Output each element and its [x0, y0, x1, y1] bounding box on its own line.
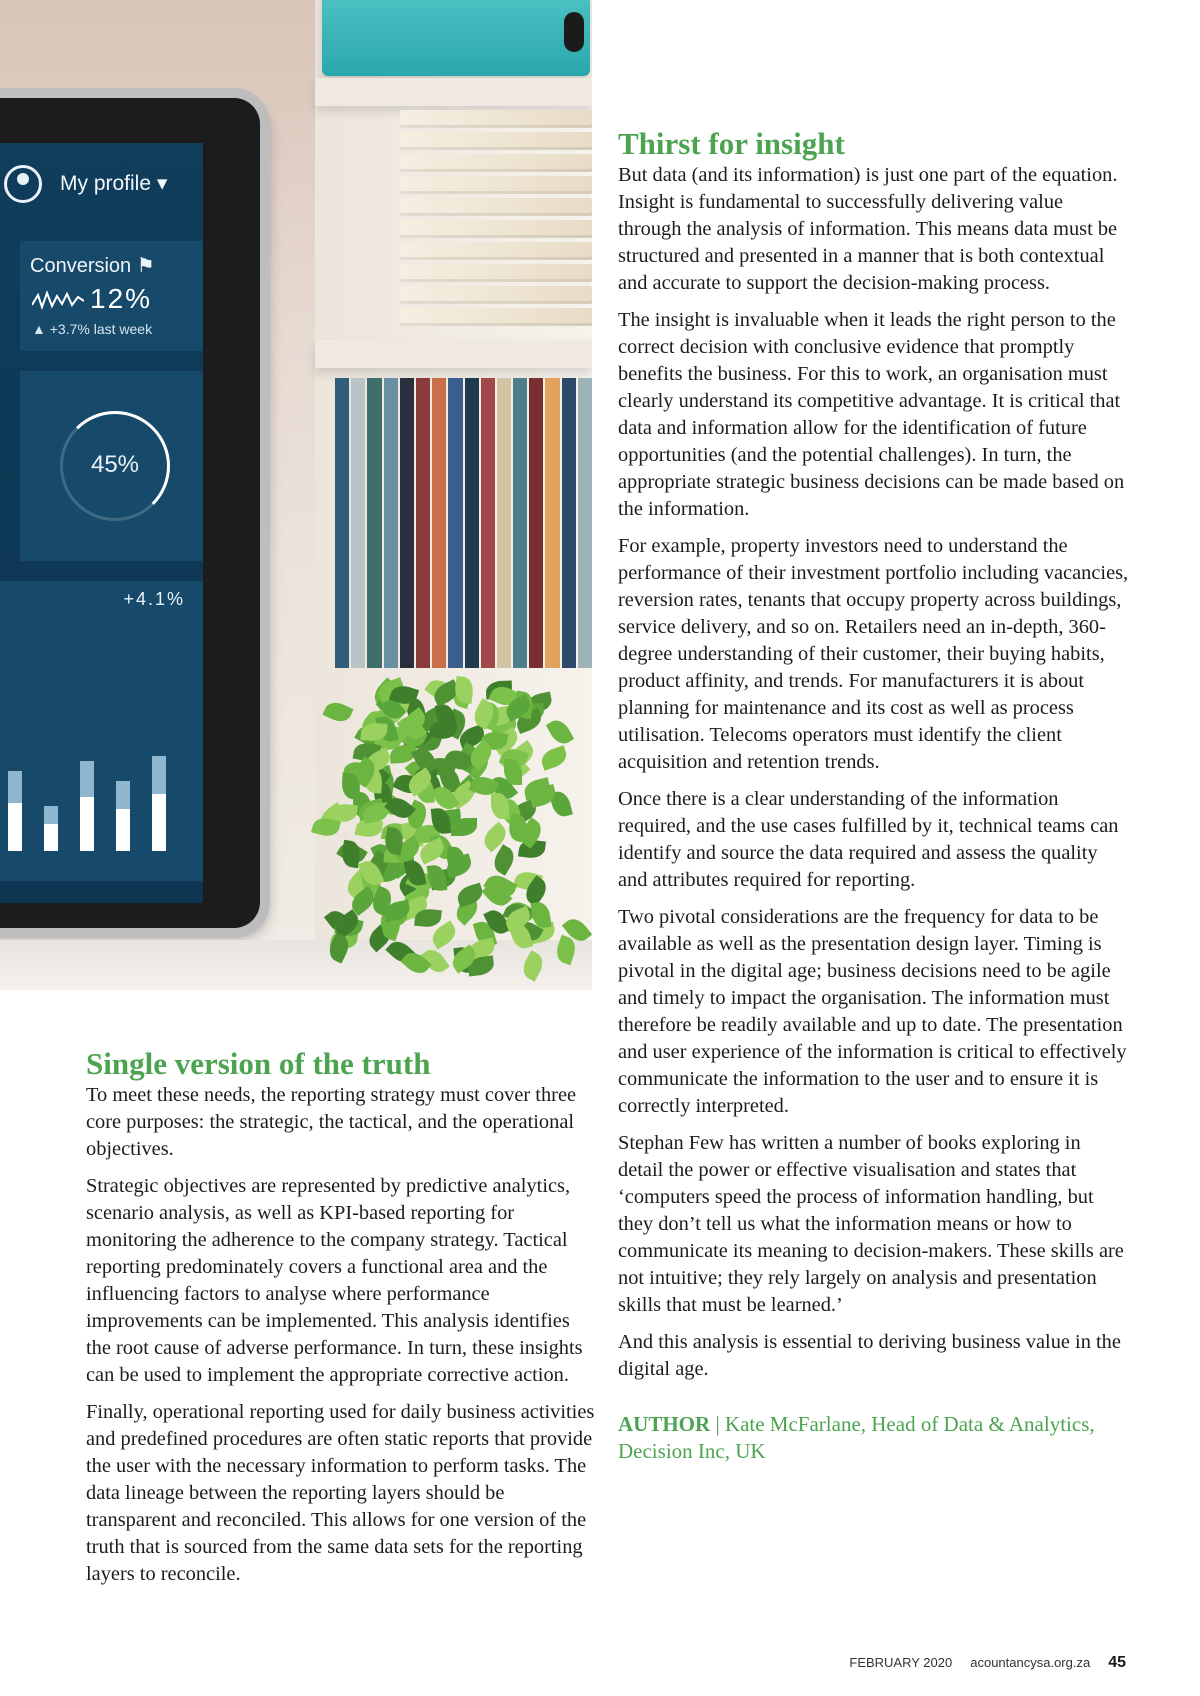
teal-box: [322, 0, 590, 76]
book: [367, 378, 381, 668]
book: [335, 378, 349, 668]
up-arrow-icon: ▲: [32, 321, 46, 337]
leaf: [451, 818, 477, 836]
author-text: Kate McFarlane, Head of Data & Analytics, Decision Inc, UK: [618, 1412, 1095, 1463]
section-heading-insight: Thirst for insight: [618, 126, 845, 161]
shelf-board-top: [315, 78, 592, 106]
book: [400, 378, 414, 668]
website: acountancysa.org.za: [970, 1655, 1091, 1670]
paragraph: Two pivotal considerations are the frequency for data to be available as well as the presentation design layer. Timing is pivotal in the digital age; business decisions need to be agile and timely to impact the organisation. The information must therefore be readily available and up to date. The presentation and user experience of the information is critical to effectively communicate the information to the user and to ensure it is correctly interpreted.: [618, 906, 1127, 1117]
flag-icon: ⚑: [136, 255, 155, 277]
paragraph: Once there is a clear understanding of the information required, and the use cases fulfilled by it, technical teams can identify and source the data required and assess the quality and attributes required for reporting.: [618, 788, 1119, 891]
book: [400, 198, 592, 216]
leaf: [519, 950, 547, 981]
paragraph: To meet these needs, the reporting strategy must cover three core purposes: the strategic, the tactical, and the operational objectives.: [86, 1084, 577, 1160]
paragraph: The insight is invaluable when it leads the right person to the correct decision with conclusive evidence that promptly benefits the business. For this to work, an organisation must clearly understand its competitive advantage. It is critical that data and information allow for the identification of future opportunities (and the potential challenges). In turn, the appropriate strategic business decisions can be made based on the information.: [618, 309, 1125, 520]
leaf: [539, 746, 569, 771]
book: [400, 308, 592, 326]
book: [448, 378, 462, 668]
user-profile-icon: [4, 165, 42, 203]
book: [432, 378, 446, 668]
conversion-value: 12%: [90, 283, 153, 314]
progress-ring-card: [20, 371, 203, 561]
feature-photo: [0, 0, 592, 990]
bar-chart-change: +4.1%: [123, 589, 185, 609]
sparkline-icon: [32, 289, 84, 311]
book: [351, 378, 365, 668]
bar-chart-card: [0, 581, 203, 881]
leaf: [546, 716, 574, 747]
paragraph: Finally, operational reporting used for daily business activities and predefined procedures are often static reports that provide the user with the necessary information to perform tasks. The data lineage between the reporting layers should be transparent and reconciled. This allows for one version of the truth that is sourced from the same data sets for the reporting layers to reconcile.: [86, 1401, 595, 1585]
upright-books: [335, 378, 592, 668]
stacked-books: [400, 110, 592, 330]
dashboard-bar: [44, 806, 58, 851]
dashboard-bar: [80, 761, 94, 851]
book: [497, 378, 511, 668]
paragraph: But data (and its information) is just one part of the equation. Insight is fundamental to successfully delivering value through the analysis of information. This means data must be structured and presented in a manner that is both contextual and accurate to support the decision-making process.: [618, 164, 1118, 294]
dashboard-screen: [0, 143, 203, 903]
book: [578, 378, 592, 668]
book: [400, 176, 592, 194]
page-footer: [849, 1654, 1126, 1672]
leaf: [323, 699, 354, 726]
author-tag: AUTHOR: [618, 1412, 711, 1436]
article-left-column: [86, 1046, 598, 1598]
book: [400, 286, 592, 304]
book: [416, 378, 430, 668]
book: [529, 378, 543, 668]
book: [400, 264, 592, 282]
box-handle-hole: [564, 12, 584, 52]
conversion-change: ▲ +3.7% last week: [32, 321, 153, 337]
book: [400, 110, 592, 128]
dashboard-bar: [116, 781, 130, 851]
shelf-board-middle: [315, 340, 592, 368]
monitor: [0, 98, 260, 928]
book: [400, 154, 592, 172]
book: [481, 378, 495, 668]
profile-label: My profile ▾: [60, 172, 168, 195]
book: [465, 378, 479, 668]
leaf: [491, 793, 509, 819]
chevron-down-icon: ▾: [156, 172, 168, 195]
book: [400, 242, 592, 260]
page-number: 45: [1108, 1654, 1126, 1671]
potted-plant: [270, 640, 592, 990]
issue-date: FEBRUARY 2020: [849, 1655, 953, 1670]
dashboard-bar: [152, 756, 166, 851]
paragraph: Stephan Few has written a number of books exploring in detail the power or effective visualisation and states that ‘computers speed the process of information handling, but they don’t tell us what the information means or how to communicate its meaning to decision-makers. These skills are not intuitive; they rely largely on analysis and presentation skills that must be learned.’: [618, 1132, 1124, 1316]
article-right-column: [618, 126, 1130, 1475]
section-heading-truth: Single version of the truth: [86, 1046, 431, 1081]
book: [400, 220, 592, 238]
author-separator: |: [710, 1412, 725, 1436]
conversion-card: [20, 241, 203, 351]
leaf: [455, 883, 485, 908]
bar-chart: [0, 741, 203, 851]
book: [513, 378, 527, 668]
paragraph: For example, property investors need to understand the performance of their investment portfolio including vacancies, reversion rates, tenants that occupy property across buildings, service delivery, and so on. Retailers need an in-depth, 360-degree understanding of their customer, their buying habits, product affinity, and trends. For manufacturers it is about planning for maintenance and its cost as well as process utilisation. Telecoms operators must identify the client acquisition and retention trends.: [618, 535, 1129, 773]
book: [384, 378, 398, 668]
book: [545, 378, 559, 668]
dashboard-bar: [8, 771, 22, 851]
conversion-label: Conversion ⚑: [30, 255, 155, 277]
author-credit: [618, 1411, 1130, 1465]
progress-ring-value: 45%: [90, 451, 140, 478]
paragraph: Strategic objectives are represented by predictive analytics, scenario analysis, as well as KPI-based reporting for monitoring the adherence to the company strategy. Tactical reporting predominately covers a functional area and the influencing factors to analyse where performance improvements can be implemented. This analysis identifies the root cause of adverse performance. In turn, these insights can be used to implement the appropriate corrective action.: [86, 1175, 583, 1386]
book: [562, 378, 576, 668]
paragraph: And this analysis is essential to deriving business value in the digital age.: [618, 1331, 1121, 1380]
book: [400, 132, 592, 150]
